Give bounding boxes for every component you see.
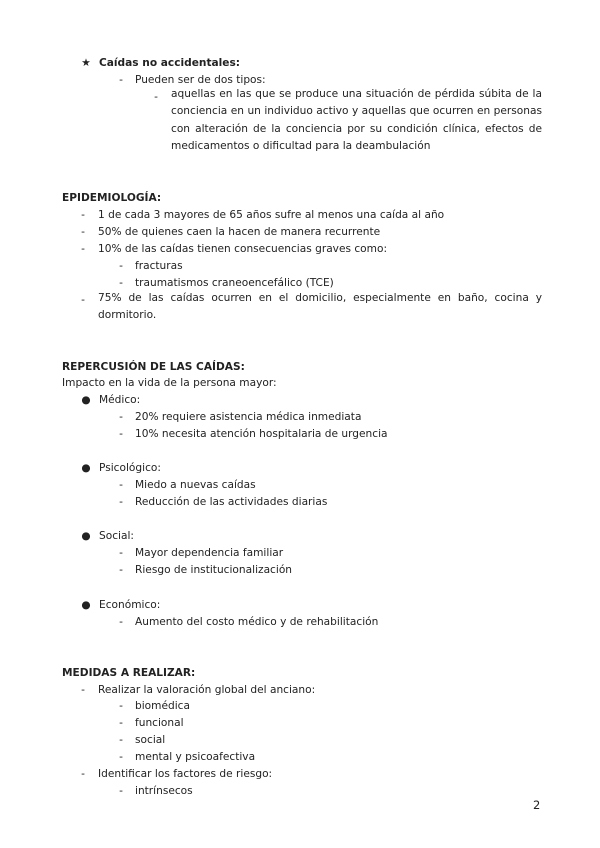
med-item-2: Identificar los factores de riesgo:	[98, 768, 273, 780]
med-item-1: Realizar la valoración global del anciano:	[98, 684, 316, 696]
dash-bullet: -	[119, 751, 123, 763]
dash-bullet: -	[81, 768, 85, 780]
epi-item-4: 75% de las caídas ocurren en el domicilio, especialmente en baño, cocina y dormitorio.	[98, 292, 542, 322]
med-item-1c: social	[135, 734, 166, 746]
rep-intro: Impacto en la vida de la persona mayor:	[62, 377, 277, 389]
dot-bullet-icon: ●	[81, 530, 91, 542]
dash-bullet: -	[119, 260, 123, 272]
rep-heading: REPERCUSIÓN DE LAS CAÍDAS:	[62, 361, 245, 373]
rep-s2: Riesgo de institucionalización	[135, 564, 293, 576]
dash-bullet: -	[81, 684, 85, 696]
dash-bullet: -	[119, 496, 123, 508]
rep-medico: Médico:	[99, 394, 141, 406]
dash-bullet: -	[119, 564, 123, 576]
noacc-sub: Pueden ser de dos tipos:	[135, 74, 266, 86]
dash-bullet: -	[119, 479, 123, 491]
dash-bullet: -	[81, 294, 85, 306]
dash-bullet: -	[119, 74, 123, 86]
med-item-1a: biomédica	[135, 700, 190, 712]
dash-bullet: -	[81, 226, 85, 238]
epi-item-3a: fracturas	[135, 260, 183, 272]
epi-item-2: 50% de quienes caen la hacen de manera recurrente	[98, 226, 381, 238]
rep-e1: Aumento del costo médico y de rehabilitación	[135, 616, 379, 628]
rep-social: Social:	[99, 530, 134, 542]
epi-item-3b: traumatismos craneoencefálico (TCE)	[135, 277, 334, 289]
dot-bullet-icon: ●	[81, 599, 91, 611]
med-heading: MEDIDAS A REALIZAR:	[62, 667, 196, 679]
dash-bullet: -	[119, 616, 123, 628]
rep-eco: Económico:	[99, 599, 161, 611]
dash-bullet: -	[119, 547, 123, 559]
rep-psico: Psicológico:	[99, 462, 161, 474]
rep-m2: 10% necesita atención hospitalaria de urgencia	[135, 428, 388, 440]
dash-bullet: -	[81, 243, 85, 255]
epi-item-3: 10% de las caídas tienen consecuencias graves como:	[98, 243, 388, 255]
dash-bullet: -	[119, 277, 123, 289]
page-number: 2	[533, 798, 541, 812]
med-item-1d: mental y psicoafectiva	[135, 751, 256, 763]
dash-bullet: -	[119, 700, 123, 712]
dash-bullet: -	[119, 734, 123, 746]
rep-p2: Reducción de las actividades diarias	[135, 496, 328, 508]
noacc-title: Caídas no accidentales:	[99, 57, 241, 69]
dash-bullet: -	[119, 717, 123, 729]
med-item-2a: intrínsecos	[135, 785, 193, 797]
dash-bullet: -	[119, 785, 123, 797]
dash-bullet: -	[81, 209, 85, 221]
rep-m1: 20% requiere asistencia médica inmediata	[135, 411, 362, 423]
dash-bullet: -	[119, 411, 123, 423]
dash-bullet: -	[154, 91, 158, 103]
dot-bullet-icon: ●	[81, 462, 91, 474]
epi-item-1: 1 de cada 3 mayores de 65 años sufre al menos una caída al año	[98, 209, 445, 221]
med-item-1b: funcional	[135, 717, 184, 729]
rep-s1: Mayor dependencia familiar	[135, 547, 284, 559]
dot-bullet-icon: ●	[81, 394, 91, 406]
star-bullet-icon: ★	[81, 57, 91, 69]
epi-heading: EPIDEMIOLOGÍA:	[62, 192, 162, 204]
noacc-desc: aquellas en las que se produce una situación de pérdida súbita de la conciencia en un individuo activo y aquellas que ocurren en personas con alteración de la conciencia por su condición clínica, efectos de medicamentos o dificultad para la deambulación	[171, 88, 542, 152]
rep-p1: Miedo a nuevas caídas	[135, 479, 256, 491]
dash-bullet: -	[119, 428, 123, 440]
